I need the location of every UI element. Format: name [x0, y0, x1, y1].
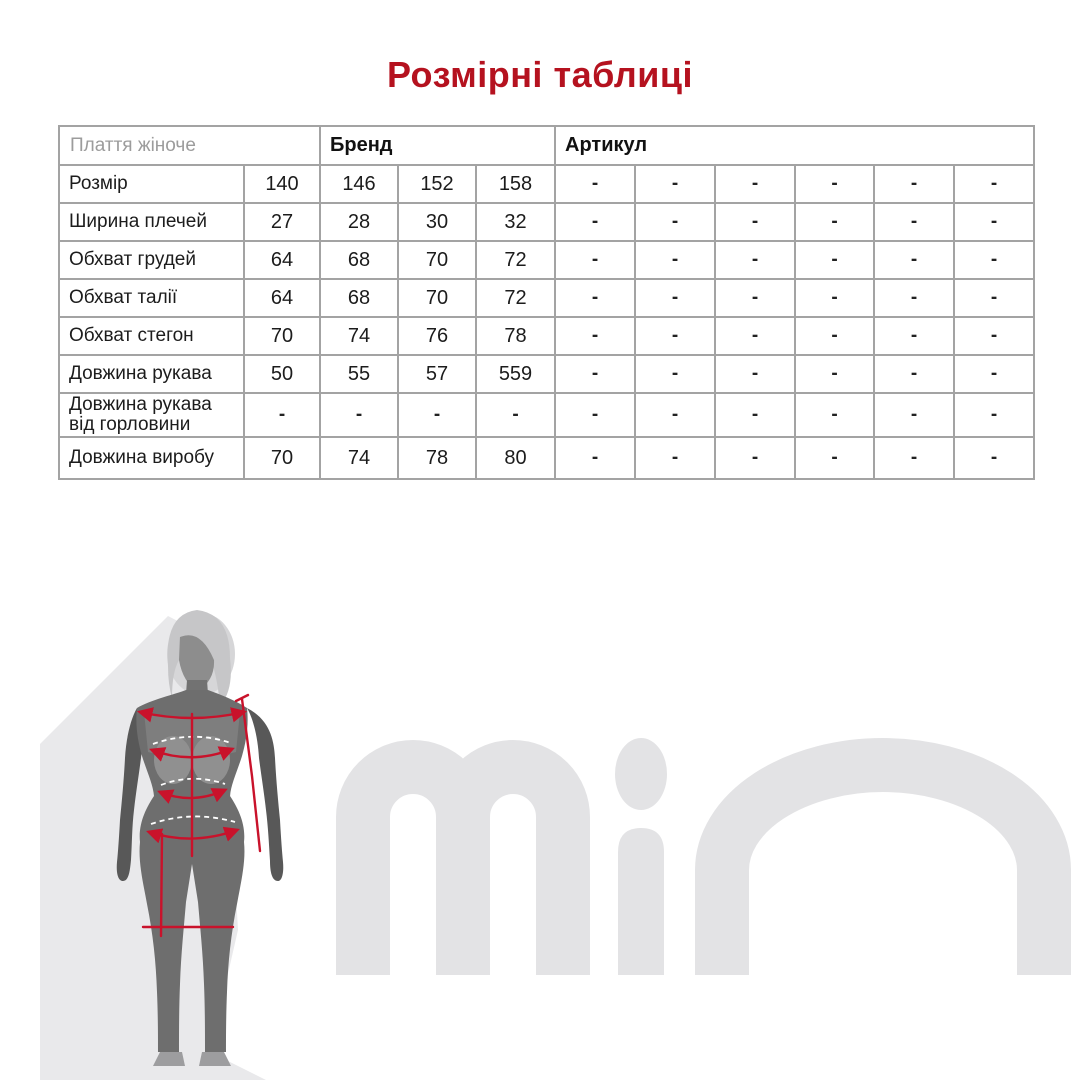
- size-cell: 140: [244, 165, 320, 203]
- size-cell: 74: [320, 317, 398, 355]
- size-cell: 64: [244, 241, 320, 279]
- article-cell: -: [715, 241, 795, 279]
- size-cell: 28: [320, 203, 398, 241]
- table-row: [59, 317, 1034, 355]
- size-table: [58, 125, 1035, 480]
- size-cell: 80: [476, 437, 555, 479]
- article-cell: -: [635, 241, 715, 279]
- row-label: Ширина плечей: [59, 203, 244, 241]
- article-cell: -: [715, 393, 795, 437]
- size-cell: 68: [320, 241, 398, 279]
- article-cell: -: [635, 393, 715, 437]
- table-row: [59, 165, 1034, 203]
- table-row: [59, 393, 1034, 437]
- size-cell: -: [320, 393, 398, 437]
- article-cell: -: [795, 241, 874, 279]
- row-label: Довжина рукава: [59, 355, 244, 393]
- size-cell: 146: [320, 165, 398, 203]
- article-cell: -: [555, 393, 635, 437]
- article-cell: -: [795, 393, 874, 437]
- size-cell: 72: [476, 279, 555, 317]
- size-cell: -: [398, 393, 476, 437]
- size-cell: 68: [320, 279, 398, 317]
- table-row: [59, 437, 1034, 479]
- size-cell: -: [476, 393, 555, 437]
- header-article: Артикул: [555, 126, 1034, 165]
- size-cell: 70: [398, 279, 476, 317]
- product-length-line: [161, 834, 162, 936]
- row-label: Довжина рукава від горловини: [59, 393, 244, 437]
- article-cell: -: [635, 203, 715, 241]
- page-title: Розмірні таблиці: [386, 54, 694, 95]
- article-cell: -: [874, 279, 954, 317]
- size-cell: 57: [398, 355, 476, 393]
- article-cell: -: [635, 165, 715, 203]
- size-cell: 32: [476, 203, 555, 241]
- article-cell: -: [555, 437, 635, 479]
- article-cell: -: [555, 241, 635, 279]
- article-cell: -: [555, 317, 635, 355]
- watermark-letter-m: [363, 767, 563, 975]
- article-cell: -: [954, 241, 1034, 279]
- row-label: Розмір: [59, 165, 244, 203]
- article-cell: -: [795, 437, 874, 479]
- table-row: [59, 241, 1034, 279]
- article-cell: -: [715, 437, 795, 479]
- article-cell: -: [954, 165, 1034, 203]
- header-brand: Бренд: [320, 126, 555, 165]
- size-cell: 158: [476, 165, 555, 203]
- article-cell: -: [715, 279, 795, 317]
- table-row: [59, 355, 1034, 393]
- size-cell: 78: [398, 437, 476, 479]
- article-cell: -: [795, 203, 874, 241]
- right-arm: [247, 708, 283, 881]
- article-cell: -: [954, 355, 1034, 393]
- article-cell: -: [635, 317, 715, 355]
- article-cell: -: [715, 355, 795, 393]
- size-cell: 74: [320, 437, 398, 479]
- article-cell: -: [874, 241, 954, 279]
- size-cell: 70: [244, 437, 320, 479]
- article-cell: -: [795, 165, 874, 203]
- size-cell: 55: [320, 355, 398, 393]
- size-cell: 50: [244, 355, 320, 393]
- row-label: Довжина виробу: [59, 437, 244, 479]
- size-cell: 70: [244, 317, 320, 355]
- row-label: Обхват грудей: [59, 241, 244, 279]
- article-cell: -: [954, 437, 1034, 479]
- right-shoe: [199, 1052, 231, 1066]
- article-cell: -: [795, 279, 874, 317]
- breast-right: [192, 736, 230, 784]
- size-cell: 152: [398, 165, 476, 203]
- row-label: Обхват стегон: [59, 317, 244, 355]
- size-cell: 78: [476, 317, 555, 355]
- article-cell: -: [954, 317, 1034, 355]
- size-cell: 72: [476, 241, 555, 279]
- article-cell: -: [555, 355, 635, 393]
- size-cell: 76: [398, 317, 476, 355]
- article-cell: -: [874, 355, 954, 393]
- article-cell: -: [874, 203, 954, 241]
- row-label: Обхват талії: [59, 279, 244, 317]
- watermark-letter-i-dot: [615, 738, 667, 810]
- article-cell: -: [954, 203, 1034, 241]
- table-row: [59, 203, 1034, 241]
- article-cell: -: [635, 355, 715, 393]
- article-cell: -: [555, 165, 635, 203]
- watermark-letter-i-stem: [618, 828, 664, 975]
- article-cell: -: [874, 317, 954, 355]
- size-cell: 64: [244, 279, 320, 317]
- watermark-letter-n: [722, 765, 1044, 975]
- article-cell: -: [795, 317, 874, 355]
- breast-left: [154, 736, 192, 784]
- table-header-row: [59, 126, 1034, 165]
- article-cell: -: [715, 203, 795, 241]
- article-cell: -: [874, 393, 954, 437]
- watermark-min: [330, 728, 1080, 988]
- header-product-name: Плаття жіноче: [59, 126, 320, 165]
- article-cell: -: [954, 393, 1034, 437]
- article-cell: -: [555, 203, 635, 241]
- article-cell: -: [555, 279, 635, 317]
- article-cell: -: [715, 317, 795, 355]
- article-cell: -: [635, 279, 715, 317]
- table-row: [59, 279, 1034, 317]
- article-cell: -: [954, 279, 1034, 317]
- size-cell: 27: [244, 203, 320, 241]
- article-cell: -: [795, 355, 874, 393]
- size-cell: 559: [476, 355, 555, 393]
- article-cell: -: [715, 165, 795, 203]
- article-cell: -: [874, 165, 954, 203]
- article-cell: -: [874, 437, 954, 479]
- size-cell: 70: [398, 241, 476, 279]
- size-cell: -: [244, 393, 320, 437]
- female-figure-illustration: [40, 600, 340, 1080]
- article-cell: -: [635, 437, 715, 479]
- size-cell: 30: [398, 203, 476, 241]
